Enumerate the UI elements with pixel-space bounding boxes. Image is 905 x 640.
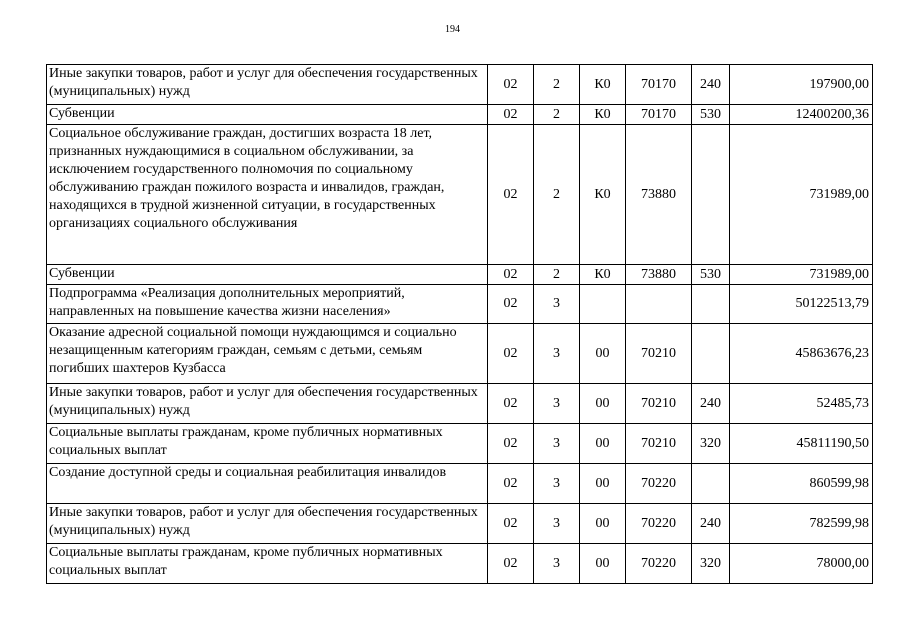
row-code-direction: 70220 bbox=[626, 544, 692, 584]
row-code-program: 00 bbox=[580, 324, 626, 384]
row-amount: 45863676,23 bbox=[730, 324, 873, 384]
row-amount: 12400200,36 bbox=[730, 105, 873, 125]
row-code-program: К0 bbox=[580, 65, 626, 105]
row-code-expense-type bbox=[692, 125, 730, 265]
row-name: Иные закупки товаров, работ и услуг для обеспечения государственных (муниципальных) нужд bbox=[47, 384, 488, 424]
row-name: Субвенции bbox=[47, 265, 488, 285]
row-code-expense-type: 320 bbox=[692, 424, 730, 464]
row-code-section: 02 bbox=[488, 105, 534, 125]
row-code-subprogram: 3 bbox=[534, 544, 580, 584]
row-code-subprogram: 3 bbox=[534, 504, 580, 544]
row-code-direction: 73880 bbox=[626, 265, 692, 285]
row-code-program: 00 bbox=[580, 464, 626, 504]
row-code-subprogram: 2 bbox=[534, 265, 580, 285]
table-row bbox=[47, 265, 873, 285]
row-code-section: 02 bbox=[488, 504, 534, 544]
row-amount: 78000,00 bbox=[730, 544, 873, 584]
row-code-direction: 70210 bbox=[626, 324, 692, 384]
row-amount: 45811190,50 bbox=[730, 424, 873, 464]
table-row bbox=[47, 105, 873, 125]
row-code-subprogram: 3 bbox=[534, 424, 580, 464]
row-code-expense-type: 530 bbox=[692, 105, 730, 125]
row-amount: 782599,98 bbox=[730, 504, 873, 544]
row-name: Социальные выплаты гражданам, кроме публичных нормативных социальных выплат bbox=[47, 424, 488, 464]
budget-table bbox=[46, 64, 873, 584]
row-code-subprogram: 2 bbox=[534, 105, 580, 125]
row-code-section: 02 bbox=[488, 285, 534, 324]
row-code-program: К0 bbox=[580, 265, 626, 285]
row-code-expense-type bbox=[692, 464, 730, 504]
row-amount: 197900,00 bbox=[730, 65, 873, 105]
row-name: Подпрограмма «Реализация дополнительных мероприятий, направленных на повышение качества жизни населения» bbox=[47, 285, 488, 324]
row-name: Иные закупки товаров, работ и услуг для обеспечения государственных (муниципальных) нужд bbox=[47, 65, 488, 105]
row-code-section: 02 bbox=[488, 384, 534, 424]
row-code-subprogram: 2 bbox=[534, 125, 580, 265]
table-row bbox=[47, 464, 873, 504]
row-code-section: 02 bbox=[488, 324, 534, 384]
row-name: Социальные выплаты гражданам, кроме публичных нормативных социальных выплат bbox=[47, 544, 488, 584]
table-row bbox=[47, 65, 873, 105]
row-code-direction: 70220 bbox=[626, 504, 692, 544]
row-amount: 52485,73 bbox=[730, 384, 873, 424]
row-code-expense-type bbox=[692, 324, 730, 384]
row-code-program: 00 bbox=[580, 384, 626, 424]
row-code-program: 00 bbox=[580, 544, 626, 584]
row-code-direction: 70170 bbox=[626, 105, 692, 125]
row-name: Оказание адресной социальной помощи нуждающимся и социально незащищенным категориям граждан, семьям с детьми, семьям погибших шахтеров Кузбасса bbox=[47, 324, 488, 384]
row-code-section: 02 bbox=[488, 464, 534, 504]
row-code-program: 00 bbox=[580, 504, 626, 544]
table-row bbox=[47, 285, 873, 324]
table-row bbox=[47, 424, 873, 464]
row-code-subprogram: 3 bbox=[534, 285, 580, 324]
row-code-direction: 70210 bbox=[626, 424, 692, 464]
row-code-expense-type: 240 bbox=[692, 504, 730, 544]
row-amount: 50122513,79 bbox=[730, 285, 873, 324]
row-code-expense-type: 530 bbox=[692, 265, 730, 285]
row-code-subprogram: 2 bbox=[534, 65, 580, 105]
row-code-expense-type bbox=[692, 285, 730, 324]
row-name: Создание доступной среды и социальная реабилитация инвалидов bbox=[47, 464, 488, 504]
row-code-section: 02 bbox=[488, 265, 534, 285]
page-number: 194 bbox=[445, 24, 460, 35]
row-amount: 731989,00 bbox=[730, 265, 873, 285]
table-row bbox=[47, 324, 873, 384]
row-code-program: К0 bbox=[580, 105, 626, 125]
table-row bbox=[47, 125, 873, 265]
row-code-subprogram: 3 bbox=[534, 324, 580, 384]
row-amount: 860599,98 bbox=[730, 464, 873, 504]
table-row bbox=[47, 544, 873, 584]
row-name: Иные закупки товаров, работ и услуг для обеспечения государственных (муниципальных) нужд bbox=[47, 504, 488, 544]
row-code-expense-type: 240 bbox=[692, 384, 730, 424]
row-code-direction: 70220 bbox=[626, 464, 692, 504]
row-code-section: 02 bbox=[488, 65, 534, 105]
row-code-program: 00 bbox=[580, 424, 626, 464]
row-name: Социальное обслуживание граждан, достигших возраста 18 лет, признанных нуждающимися в социальном обслуживании, за исключением государственного полномочия по социальному обслуживанию граждан пожилого возраста и инвалидов, граждан, находящихся в трудной жизненной ситуации, в государственных организациях социального обслуживания bbox=[47, 125, 488, 265]
row-code-expense-type: 240 bbox=[692, 65, 730, 105]
table-row bbox=[47, 504, 873, 544]
table-row bbox=[47, 384, 873, 424]
row-code-section: 02 bbox=[488, 424, 534, 464]
row-code-direction: 70210 bbox=[626, 384, 692, 424]
row-code-program bbox=[580, 285, 626, 324]
row-code-subprogram: 3 bbox=[534, 464, 580, 504]
row-name: Субвенции bbox=[47, 105, 488, 125]
row-code-direction bbox=[626, 285, 692, 324]
row-code-section: 02 bbox=[488, 125, 534, 265]
row-code-expense-type: 320 bbox=[692, 544, 730, 584]
row-code-direction: 70170 bbox=[626, 65, 692, 105]
row-code-direction: 73880 bbox=[626, 125, 692, 265]
row-code-section: 02 bbox=[488, 544, 534, 584]
row-code-program: К0 bbox=[580, 125, 626, 265]
row-amount: 731989,00 bbox=[730, 125, 873, 265]
row-code-subprogram: 3 bbox=[534, 384, 580, 424]
